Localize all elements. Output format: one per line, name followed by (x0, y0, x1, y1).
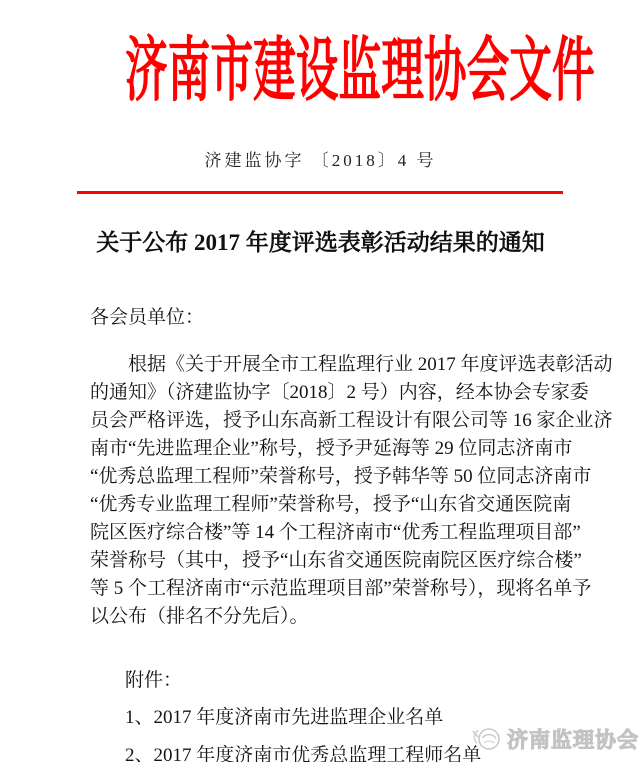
body-line: 院区医疗综合楼”等 14 个工程济南市“优秀工程监理项目部” (90, 522, 581, 543)
attachments-label: 附件： (125, 670, 183, 691)
header-divider-line (77, 191, 563, 194)
body-line: 员会严格评选，授予山东高新工程设计有限公司等 16 家企业济 (90, 410, 613, 431)
body-line: 等 5 个工程济南市“示范监理项目部”荣誉称号），现将名单予 (90, 578, 592, 599)
document-title: 关于公布 2017 年度评选表彰活动结果的通知 (96, 230, 545, 255)
document-number: 济建监协字 〔2018〕4 号 (204, 151, 437, 170)
body-line: 根据《关于开展全市工程监理行业 2017 年度评选表彰活动 (128, 354, 613, 375)
attachments-section (125, 670, 481, 762)
salutation: 各会员单位： (90, 307, 205, 328)
body-line: “优秀专业监理工程师”荣誉称号，授予“山东省交通医院南 (90, 494, 572, 515)
attachment-item: 1、2017 年度济南市先进监理企业名单 (125, 707, 444, 728)
watermark (470, 724, 639, 754)
letterhead-title: 济南市建设监理协会文件 (124, 33, 595, 110)
body-line: “优秀总监理工程师”荣誉称号，授予韩华等 50 位同志济南市 (90, 466, 592, 487)
body-line: 以公布（排名不分先后）。 (90, 606, 309, 627)
body-paragraph (90, 351, 613, 631)
body-line: 的通知》（济建监协字〔2018〕2 号）内容，经本协会专家委 (90, 382, 589, 403)
attachments-list (125, 707, 481, 762)
body-line: 荣誉称号（其中，授予“山东省交通医院南院区医疗综合楼” (90, 550, 582, 571)
body-line: 南市“先进监理企业”称号，授予尹延海等 29 位同志济南市 (90, 438, 573, 459)
attachment-item: 2、2017 年度济南市优秀总监理工程师名单 (125, 745, 482, 762)
watermark-text: 济南监理协会 (507, 728, 639, 752)
